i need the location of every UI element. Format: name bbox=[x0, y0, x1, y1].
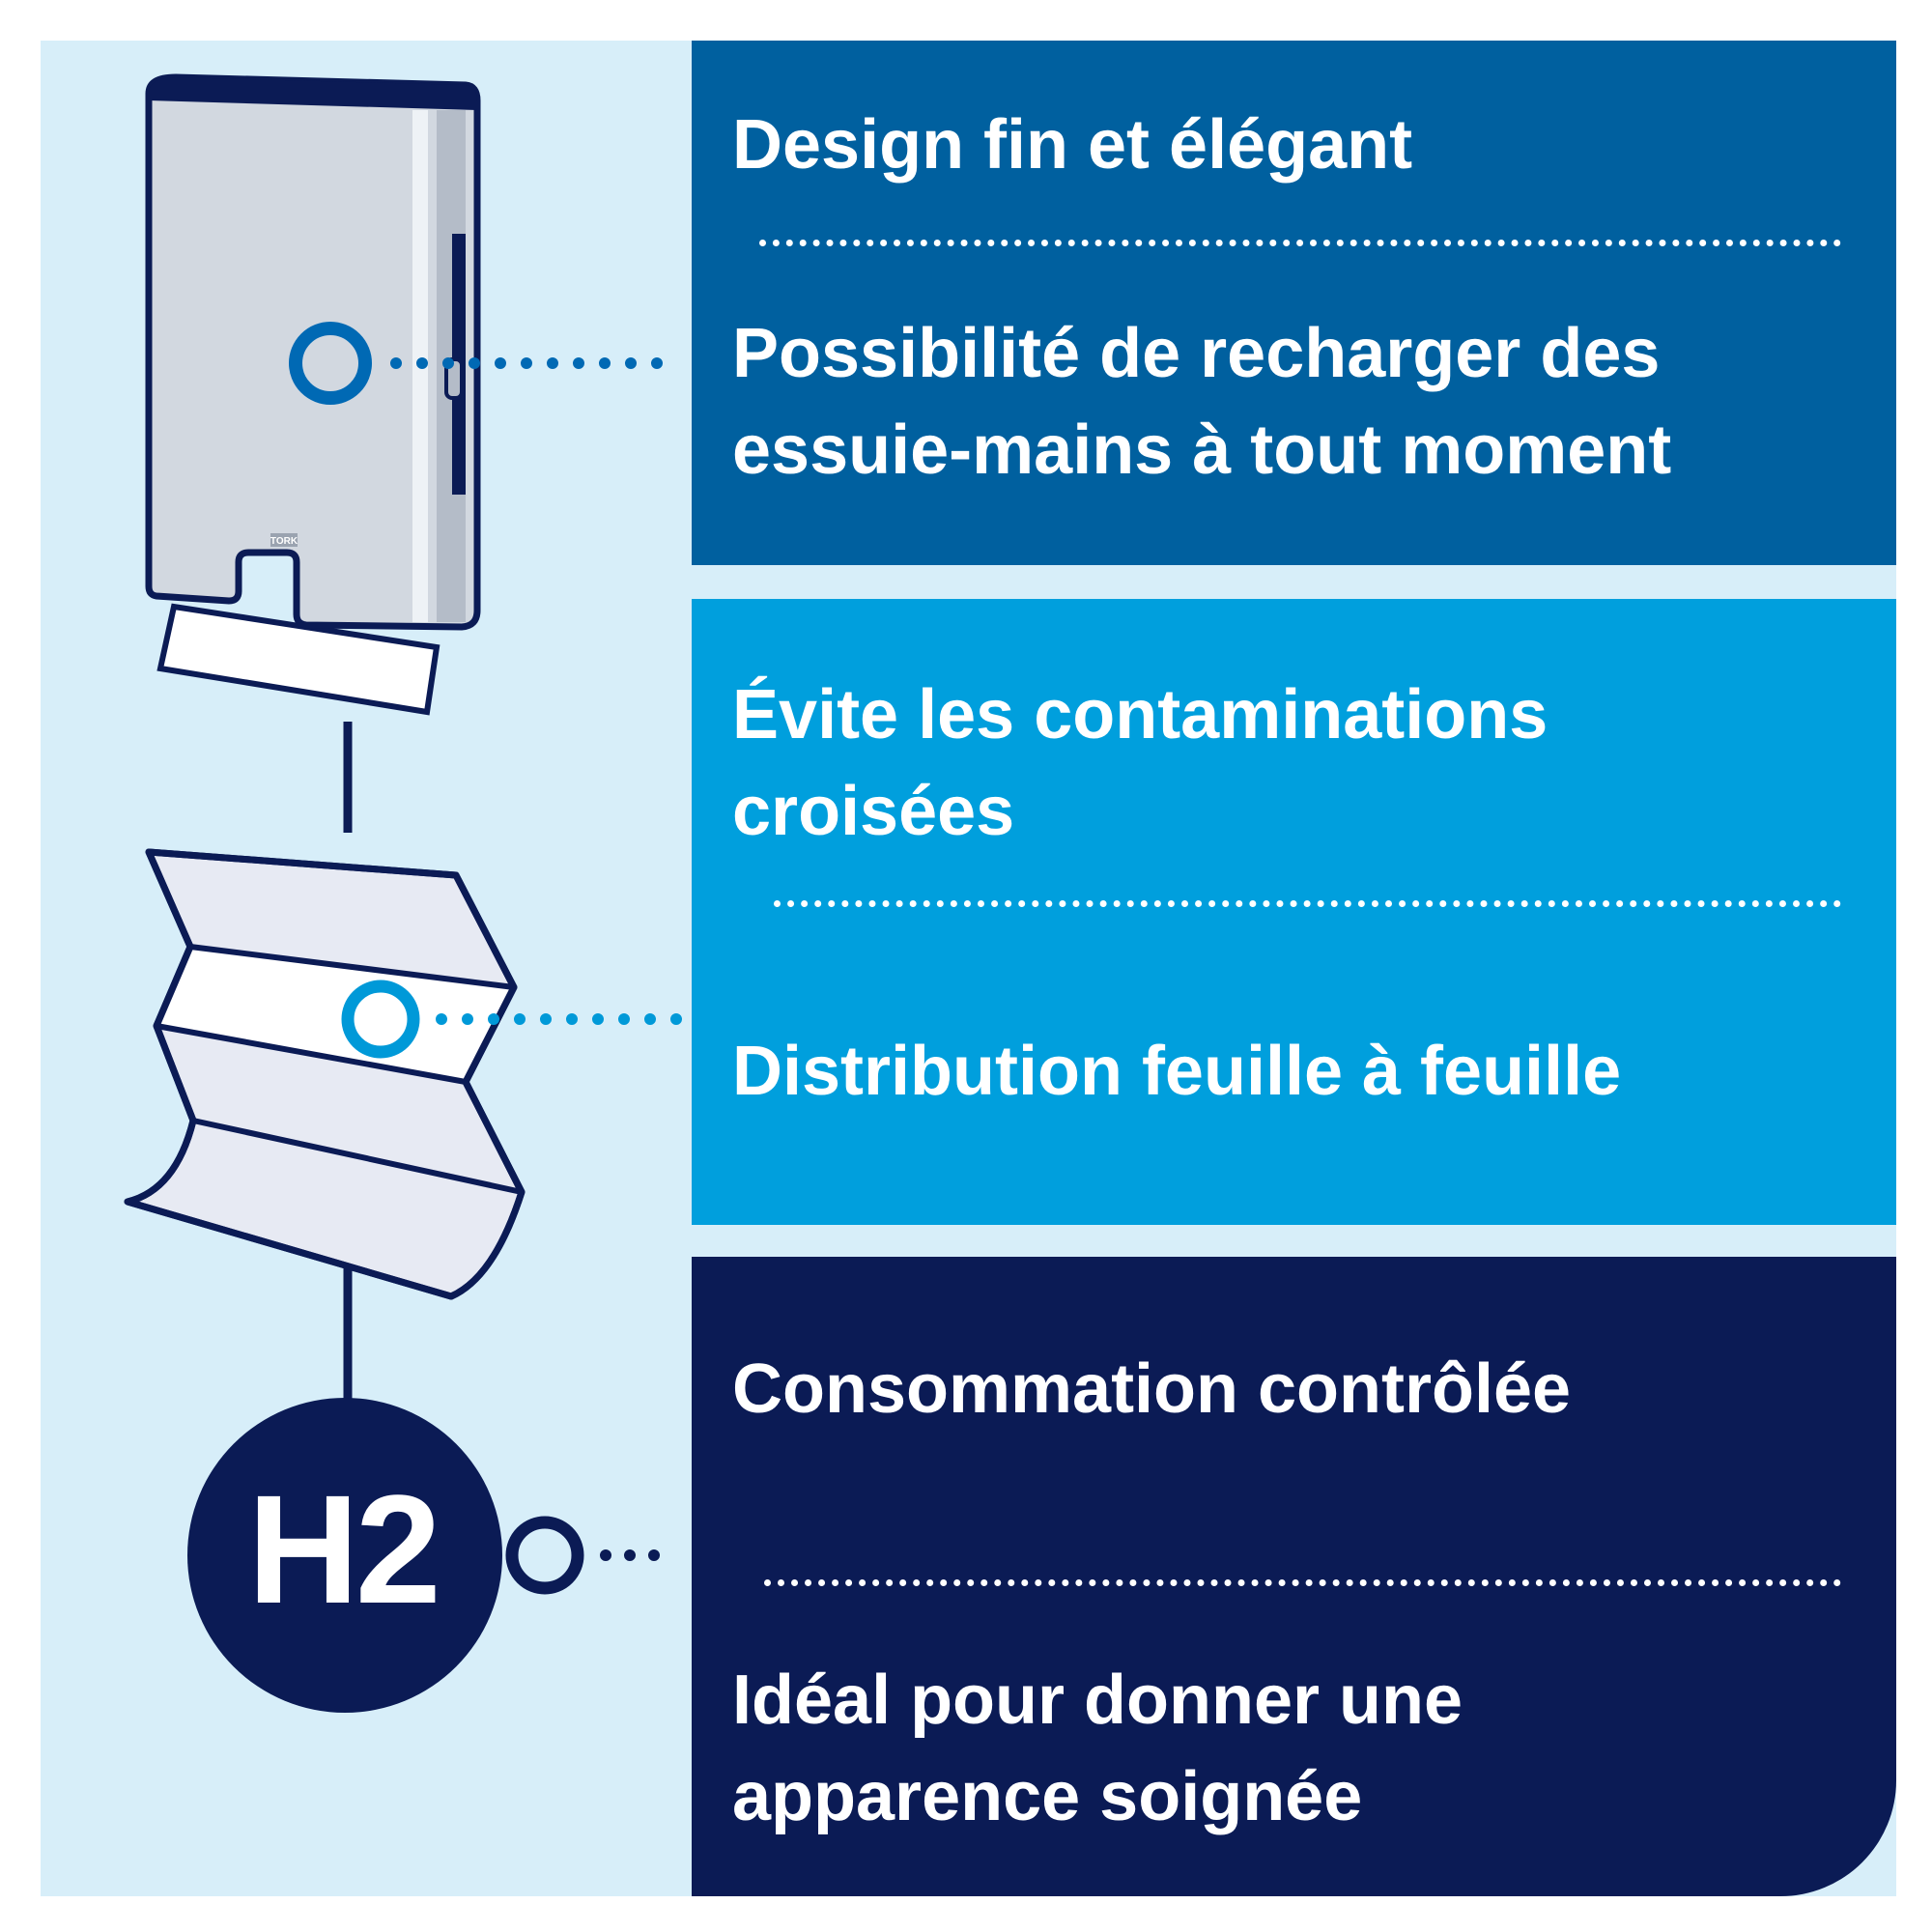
feature-text: Idéal pour donner une apparence soignée bbox=[732, 1662, 1463, 1835]
feature-panel-top bbox=[692, 41, 1896, 565]
badge-label: H2 bbox=[247, 1463, 438, 1635]
dotted-separator bbox=[759, 240, 1841, 246]
dispenser-icon bbox=[149, 77, 477, 712]
infographic-canvas bbox=[41, 41, 1896, 1896]
feature-text: Évite les contaminations croisées bbox=[732, 676, 1548, 850]
feature-panel-middle bbox=[692, 599, 1896, 1225]
dotted-separator bbox=[764, 1579, 1841, 1586]
feature-text: Consommation contrôlée bbox=[732, 1350, 1572, 1428]
feature-panel-bottom bbox=[692, 1257, 1896, 1896]
feature-text: Design fin et élégant bbox=[732, 106, 1413, 184]
feature-text: Possibilité de recharger des essuie-mains à tout moment bbox=[732, 315, 1672, 489]
dispenser-brand: TORK bbox=[270, 536, 298, 547]
folded-towel-icon bbox=[128, 852, 522, 1296]
dotted-separator bbox=[774, 900, 1841, 907]
callout-ring-icon bbox=[512, 1522, 578, 1588]
feature-text: Distribution feuille à feuille bbox=[732, 1033, 1622, 1110]
